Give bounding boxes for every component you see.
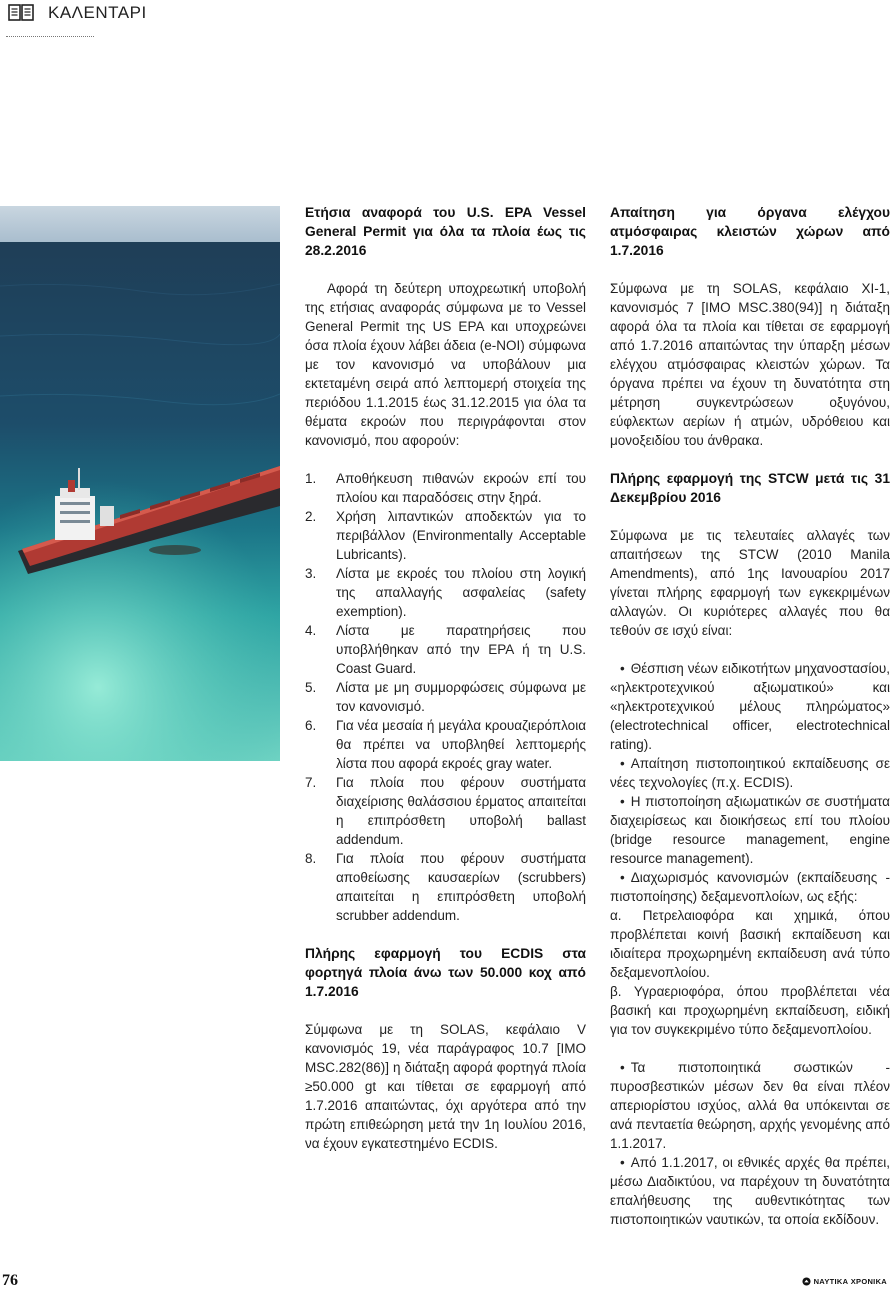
list-item: • Απαίτηση πιστοποιητικού εκπαίδευσης σε νέες τεχνολογίες (π.χ. ECDIS). xyxy=(610,756,890,790)
article-title-atmosphere: Απαίτηση για όργανα ελέγχου ατμόσφαιρας κλειστών χώρων από 1.7.2016 xyxy=(610,205,890,258)
list-item: • Θέσπιση νέων ειδικοτήτων μηχανοστασίου, «ηλεκτροτεχνικού αξιωματικού» και «ηλεκτροτεχνικού μέλους πληρώματος» (electrotechnical officer, electrotechnical rating). xyxy=(610,661,890,752)
header-divider xyxy=(6,36,94,37)
tanker-category-a: α. Πετρελαιοφόρα και χημικά, όπου προβλέπεται κοινή βασική εκπαίδευση και ιδιαίτερα προχωρημένη εκπαίδευση ανά τύπο δεξαμενοπλοίου. xyxy=(610,908,890,980)
epa-requirements-list xyxy=(305,469,586,925)
stcw-changes-list-continued xyxy=(610,1058,890,1229)
section-label: ΚΑΛΕΝΤΑΡΙ xyxy=(48,3,147,22)
page-header xyxy=(8,3,147,23)
list-item: 6. Για νέα μεσαία ή μεγάλα κρουαζιερόπλοια θα πρέπει να υποβληθεί λεπτομερής λίστα που αφορά εκροές gray water. xyxy=(305,718,586,771)
article-title-ecdis: Πλήρης εφαρμογή του ECDIS στα φορτηγά πλοία άνω των 50.000 κοχ από 1.7.2016 xyxy=(305,946,586,999)
list-item: 2. Χρήση λιπαντικών αποδεκτών για το περιβάλλον (Environmentally Acceptable Lubricants). xyxy=(305,509,586,562)
list-item: • Διαχωρισμός κανονισμών (εκπαίδευσης - πιστοποίησης) δεξαμενοπλοίων, ως εξής: xyxy=(610,870,890,904)
list-item: 4. Λίστα με παρατηρήσεις που υποβλήθηκαν από την EPA ή τη U.S. Coast Guard. xyxy=(305,623,586,676)
list-item: 3. Λίστα με εκροές του πλοίου στη λογική της απαλλαγής ασφαλείας (safety exemption). xyxy=(305,566,586,619)
stcw-changes-list xyxy=(610,659,890,906)
article-intro-epa: Αφορά τη δεύτερη υποχρεωτική υποβολή της ετήσιας αναφοράς σύμφωνα με το Vessel General Permit της US EPA και υποχρεώνει όσα πλοία έχουν λάβει άδεια (e-NOI) σύμφωνα με τον κανονισμό να υποβάλουν μια εκτεταμένη σειρά από λεπτομερή στοιχεία της περιόδου 1.1.2015 έως 31.12.2015 για όλα τα θέματα εκροών που περιγράφονται στον κανονισμό, που αφορούν: xyxy=(305,281,586,448)
list-item: 1. Αποθήκευση πιθανών εκροών επί του πλοίου και παραδόσεις στην ξηρά. xyxy=(305,471,586,505)
open-book-icon xyxy=(8,3,34,23)
page-number: 76 xyxy=(2,1272,18,1289)
list-item: 8. Για πλοία που φέρουν συστήματα αποθείωσης καυσαερίων (scrubbers) απαιτείται η επιπρόσθετη υποβολή scrubber addendum. xyxy=(305,851,586,923)
brand-logo-icon xyxy=(802,1277,811,1286)
article-body-atmosphere: Σύμφωνα με τη SOLAS, κεφάλαιο XI-1, κανονισμός 7 [IMO MSC.380(94)] η διάταξη αφορά όλα τα πλοία και τίθεται σε εφαρμογή από 1.7.2016 απαιτώντας την ύπαρξη μέσων ελέγχου ατμόσφαιρας κλειστών χώρων. Τα όργανα πρέπει να έχουν τη δυνατότητα στη μέτρηση συγκεντρώσεων οξυγόνου, εύφλεκτων αερίων ή ατμών, υδρόθειου και μονοξειδίου του άνθρακα. xyxy=(610,281,890,448)
article-body-ecdis: Σύμφωνα με τη SOLAS, κεφάλαιο V κανονισμός 19, νέα παράγραφος 10.7 [IMO MSC.282(86)] η διάταξη αφορά φορτηγά πλοία ≥50.000 gt και τίθεται σε εφαρμογή από 1.7.2016 απαιτώντας, όχι αργότερα από την πρώτη επιθεώρηση μετά την 1η Ιουλίου 2016, να έχουν εγκατεστημένο ECDIS. xyxy=(305,1022,586,1151)
tanker-category-b: β. Υγραεριοφόρα, όπου προβλέπεται νέα βασική και προχωρημένη εκπαίδευση, ειδική για τον συγκεκριμένο τύπο δεξαμενοπλοίου. xyxy=(610,984,890,1037)
publication-brand xyxy=(802,1277,887,1286)
article-title-epa: Ετήσια αναφορά του U.S. EPA Vessel General Permit για όλα τα πλοία έως τις 28.2.2016 xyxy=(305,205,586,258)
list-item: • Από 1.1.2017, οι εθνικές αρχές θα πρέπει, μέσω Διαδικτύου, να παρέχουν τη δυνατότητα επαλήθευσης της αυθεντικότητας των πιστοποιητικών ναυτικών, τα οποία εκδίδουν. xyxy=(610,1155,890,1227)
brand-name: ΝΑΥΤΙΚΑ ΧΡΟΝΙΚΑ xyxy=(813,1277,887,1286)
list-item: 7. Για πλοία που φέρουν συστήματα διαχείρισης θαλάσσιου έρματος απαιτείται η επιπρόσθετη υποβολή ballast addendum. xyxy=(305,775,586,847)
ship-photo xyxy=(0,206,280,761)
article-intro-stcw: Σύμφωνα με τις τελευταίες αλλαγές των απαιτήσεων της STCW (2010 Manila Amendments), από 1ης Ιανουαρίου 2017 γίνεται πλήρης εφαρμογή των εγκεκριμένων αλλαγών. Οι κυριότερες αλλαγές που θα τεθούν σε ισχύ είναι: xyxy=(610,528,890,638)
column-right xyxy=(610,203,890,1229)
list-item: • Τα πιστοποιητικά σωστικών - πυροσβεστικών μέσων δεν θα είναι πλέον απεριορίστου ισχύος, αλλά θα υπόκεινται σε ανά πενταετία θεώρηση, αρχής γενομένης από 1.1.2017. xyxy=(610,1060,890,1151)
list-item: 5. Λίστα με μη συμμορφώσεις σύμφωνα με τον κανονισμό. xyxy=(305,680,586,714)
list-item: • Η πιστοποίηση αξιωματικών σε συστήματα διαχειρίσεως και διοικήσεως επί του πλοίου (bridge resource management, engine resource management). xyxy=(610,794,890,866)
article-title-stcw: Πλήρης εφαρμογή της STCW μετά τις 31 Δεκεμβρίου 2016 xyxy=(610,471,890,505)
column-left xyxy=(305,203,586,1153)
